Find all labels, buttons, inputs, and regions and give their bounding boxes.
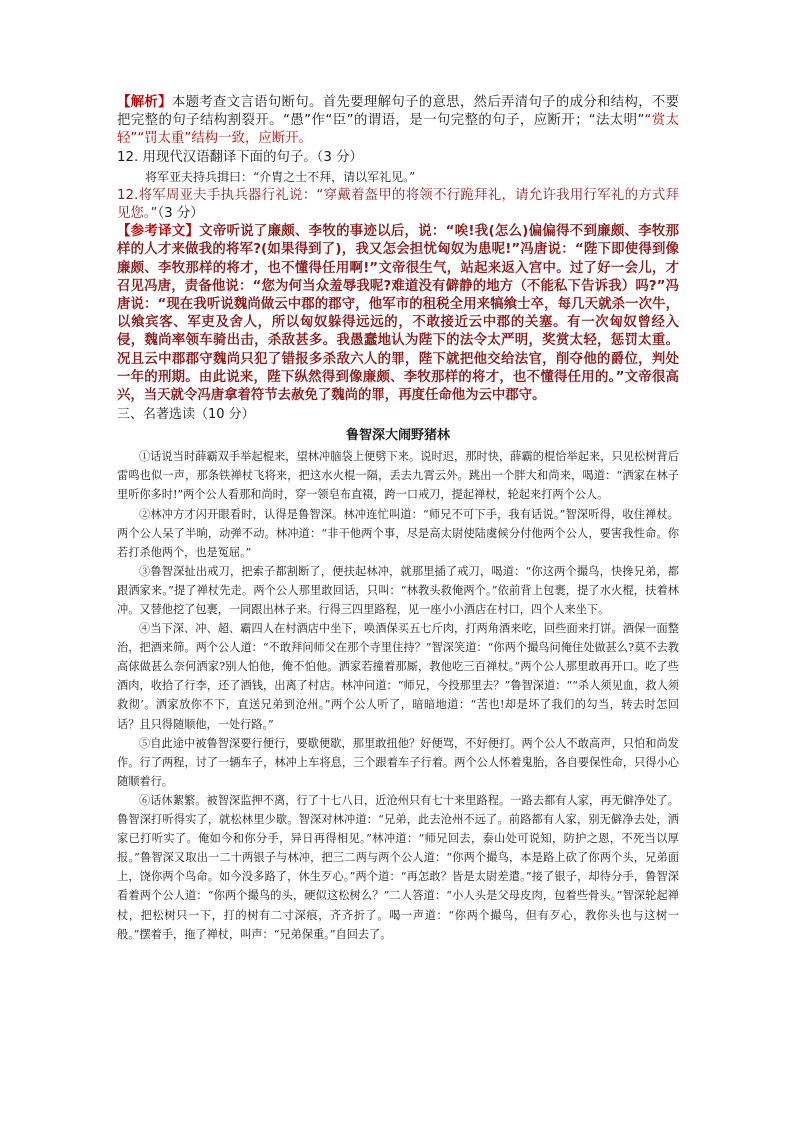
- section-three-heading: 三、名著选读（10 分）: [117, 407, 255, 423]
- analysis-paragraph: [117, 94, 679, 149]
- story-paragraph-6: ⑥话休絮繁。被智深监押不离，行了十七八日，近沧州只有七十来里路程。一路去都有人家，再无僻净处了。鲁智深打听得实了，就松林里少歇。智深对林冲道：“兄弟，此去沧州不远了。前路都有人家，别无僻净去处，洒家已打听实了。俺如今和你分手，异日再得相见。”林冲道：“师兄回去，泰山处可说知，防护之恩，不死当以厚报。”鲁智深又取出一二十两银子与林冲，把三二两与两个公人道：“你两个撮鸟，本是路上砍了你两个头，兄弟面上，饶你两个鸟命。如今没多路了，休生歹心。”两个道：“再怎敢？皆是太尉差遣。”接了银子，却待分手，鲁智深看着两个公人道：“你两个撮鸟的头，硬似这松树么？”二人答道：“小人头是父母皮肉，包着些骨头。”智深轮起禅杖，把松树只一下，打的树有二寸深痕，齐齐折了。喝一声道：“你两个撮鸟，但有歹心，教你头也与这树一般。”摆着手，拖了禅杖，叫声：“兄弟保重。”自回去了。: [117, 793, 679, 941]
- analysis-tag: 【解析】: [117, 95, 172, 110]
- answer-12: [117, 187, 679, 223]
- analysis-red-text: “赏太轻”“罚太重”结构一致，应断开。: [117, 113, 680, 147]
- analysis-text: 本题考查文言语句断句。首先要理解句子的意思，然后弄清句子的成分和结构，不要把完整的句子结构割裂开。“愚”作“臣”的谓语，是一句完整的句子，应断开；“法太明”: [117, 95, 680, 129]
- story-paragraph-3: ③鲁智深扯出戒刀，把索子都割断了，便扶起林冲，就那里插了戒刀，喝道：“你这两个撮鸟，快搀兄弟，都跟洒家来。”提了禅杖先走。两个公人那里敢回话，只叫：“林教头救俺两个。”依前背上包裹，提了水火棍，扶着林冲。又替他挖了包裹，一同跟出林子来。行得三四里路程，见一座小小酒店在村口，四个人来坐下。: [117, 564, 679, 616]
- question-12-quote: 将军亚夫持兵揖曰：“介胄之士不拜，请以军礼见。”: [145, 169, 416, 184]
- document-page: [117, 94, 679, 944]
- question-12: 12. 用现代汉语翻译下面的句子。（3 分）: [117, 149, 363, 165]
- translation-paragraph: [117, 223, 679, 405]
- translation-tag: 【参考译文】: [117, 224, 200, 240]
- translation-text: 文帝听说了廉颇、李牧的事迹以后，说：“唉!我(怎么)偏偏得不到廉颇、李牧那样的人才来做我的将军?(如果得到了)，我又怎会担忧匈奴为患呢!”冯唐说：“陛下即使得到像廉颇、李牧那样的将才，也不懂得任用啊!”文帝很生气，站起来返入宫中。过了好一会儿，才召见冯唐，责备他说：“您为何当众羞辱我呢?难道没有僻静的地方（不能私下告诉我）吗?”冯唐说：“现在我听说魏尚做云中郡的郡守，他军市的租税全用来犒飨士卒，每几天就杀一次牛，以飨宾客、军吏及舍人，所以匈奴躲得远远的，不敢接近云中郡的关塞。有一次匈奴曾经入侵，魏尚率领车骑出击，杀敌甚多。我愚蠢地认为陛下的法令太严明，奖赏太轻，惩罚太重。况且云中郡郡守魏尚只犯了错报多杀敌六人的罪，陛下就把他交给法官，削夺他的爵位，判处一年的刑期。由此说来，陛下纵然得到像廉颇、李牧那样的将才，也不懂得任用的。”文帝很高兴，当天就令冯唐拿着符节去赦免了魏尚的罪，再度任命他为云中郡守。: [117, 224, 679, 404]
- answer-12-text: 12.将军周亚夫手执兵器行礼说：“穿戴着盔甲的将领不行跪拜礼，请允许我用行军礼的方式拜见您。”: [117, 187, 679, 222]
- story-paragraph-5: ⑤自此途中被鲁智深要行便行，要歇便歇，那里敢扭他？好便骂，不好便打。两个公人不敢高声，只怕和尚发作。行了两程，讨了一辆车子，林冲上车将息，三个跟着车子行着。两个公人怀着鬼胎，各自要保性命，只得小心随顺着行。: [117, 736, 679, 788]
- story-title: 鲁智深大闹野猪林: [345, 428, 450, 444]
- story-paragraph-1: ①话说当时薛霸双手举起棍来，望林冲脑袋上便劈下来。说时迟，那时快，薛霸的棍恰举起来，只见松树背后雷鸣也似一声，那条铁禅杖飞将来，把这水火棍一隔，丢去九霄云外。跳出一个胖大和尚来，喝道：“洒家在林子里听你多时!”两个公人看那和尚时，穿一领皂布直裰，跨一口戒刀，提起禅杖，轮起来打两个公人。: [117, 450, 679, 502]
- story-paragraph-4: ④当下深、冲、超、霸四人在村酒店中坐下，唤酒保买五七斤肉，打两角酒来吃，回些面来打饼。酒保一面整治，把酒来筛。两个公人道：“不敢拜问师父在那个寺里住持？”智深笑道：“你两个撮鸟问俺住处做甚么?莫不去教高俅做甚么奈何洒家?别人怕他，俺不怕他。洒家若撞着那厮，教他吃三百禅杖。”两个公人那里敢再开口。吃了些酒肉，收拾了行李，还了酒钱，出离了村店。林冲问道：“师兄，今投那里去？”鲁智深道：““杀人须见血，救人须救彻’。洒家放你不下，直送兄弟到沧州。”两个公人听了，暗暗地道：“苦也!却是坏了我们的勾当，转去时怎回话？且只得随顺他，一处行路。”: [117, 622, 679, 731]
- answer-12-score: （3 分）: [157, 206, 204, 222]
- story-paragraph-2: ②林冲方才闪开眼看时，认得是鲁智深。林冲连忙叫道：“师兄不可下手，我有话说。”智深听得，收住禅杖。两个公人呆了半晌，动弹不动。林冲道：“非干他两个事，尽是高太尉使陆虞候分付他两个公人，要害我性命。你若打杀他两个，也是冤屈。”: [117, 507, 679, 559]
